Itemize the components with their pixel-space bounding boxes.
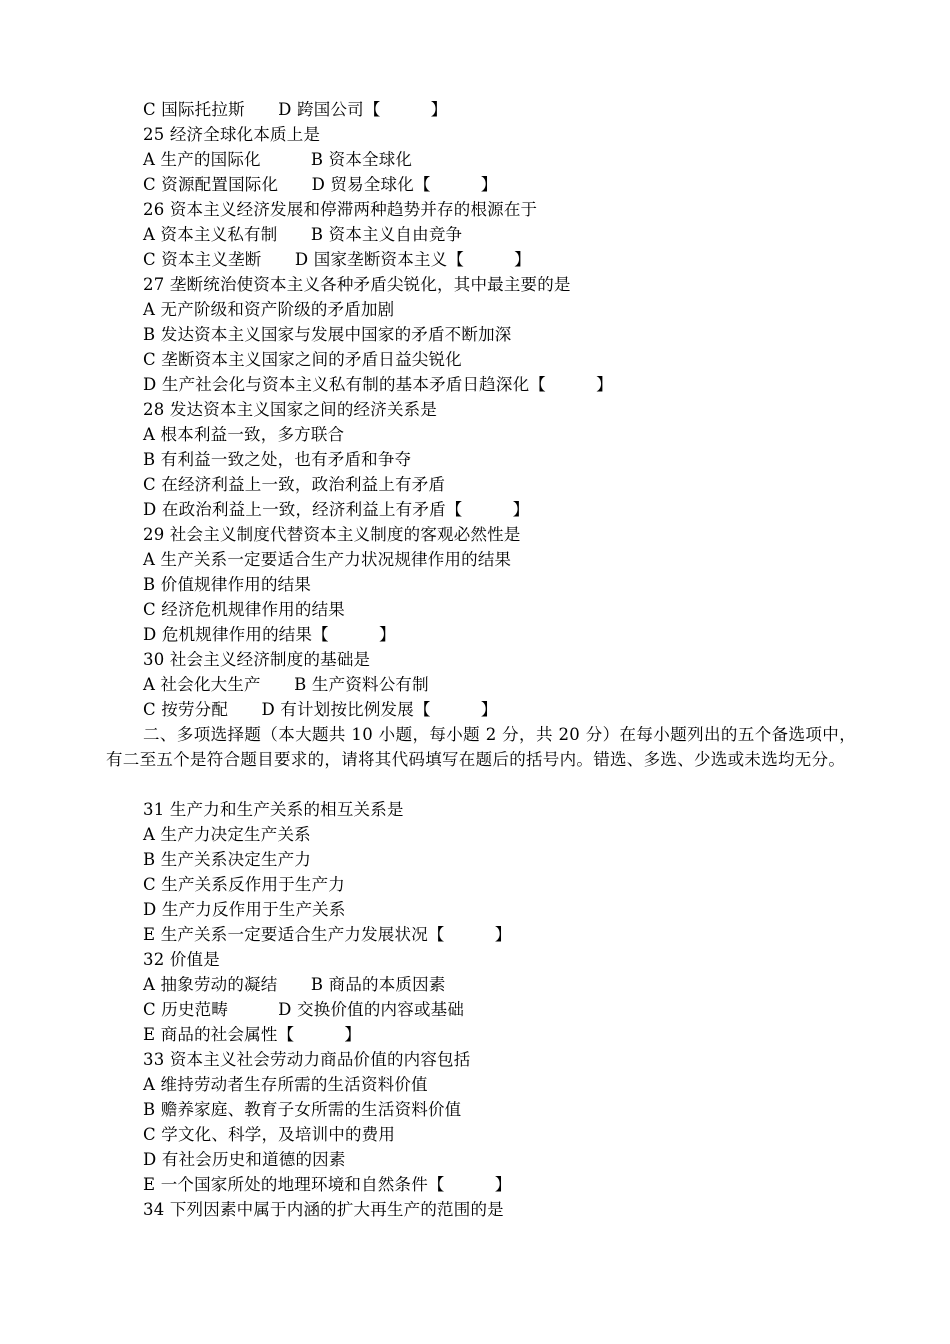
- question-line: 33 资本主义社会劳动力商品价值的内容包括: [143, 1050, 471, 1069]
- option-line: A 社会化大生产 B 生产资料公有制: [143, 675, 429, 694]
- option-line: C 资本主义垄断 D 国家垄断资本主义【 】: [143, 250, 531, 269]
- option-line: B 发达资本主义国家与发展中国家的矛盾不断加深: [143, 325, 512, 344]
- option-line: A 生产的国际化 B 资本全球化: [143, 150, 413, 169]
- option-line: A 抽象劳动的凝结 B 商品的本质因素: [143, 975, 446, 994]
- question-line: 29 社会主义制度代替资本主义制度的客观必然性是: [143, 525, 521, 544]
- option-line: C 学文化、科学，及培训中的费用: [143, 1125, 396, 1144]
- option-line: C 国际托拉斯 D 跨国公司【 】: [143, 100, 448, 119]
- option-line: D 有社会历史和道德的因素: [143, 1150, 346, 1169]
- option-line: B 生产关系决定生产力: [143, 850, 312, 869]
- question-line: 25 经济全球化本质上是: [143, 125, 321, 144]
- option-line: D 危机规律作用的结果【 】: [143, 625, 396, 644]
- option-line: C 生产关系反作用于生产力: [143, 875, 345, 894]
- option-line: C 在经济利益上一致，政治利益上有矛盾: [143, 475, 446, 494]
- question-line: 28 发达资本主义国家之间的经济关系是: [143, 400, 438, 419]
- option-line: E 一个国家所处的地理环境和自然条件【 】: [143, 1175, 512, 1194]
- option-line: A 生产关系一定要适合生产力状况规律作用的结果: [143, 550, 512, 569]
- option-line: A 生产力决定生产关系: [143, 825, 311, 844]
- option-line: A 无产阶级和资产阶级的矛盾加剧: [143, 300, 395, 319]
- option-line: C 垄断资本主义国家之间的矛盾日益尖锐化: [143, 350, 462, 369]
- option-line: D 生产力反作用于生产关系: [143, 900, 346, 919]
- option-line: E 商品的社会属性【 】: [143, 1025, 362, 1044]
- option-line: D 生产社会化与资本主义私有制的基本矛盾日趋深化【 】: [143, 375, 613, 394]
- question-line: 34 下列因素中属于内涵的扩大再生产的范围的是: [143, 1200, 504, 1219]
- option-line: B 赡养家庭、教育子女所需的生活资料价值: [143, 1100, 462, 1119]
- question-line: 26 资本主义经济发展和停滞两种趋势并存的根源在于: [143, 200, 538, 219]
- section-two-instructions: 二、多项选择题（本大题共 10 小题，每小题 2 分，共 20 分）在每小题列出的五个备选项中，有二至五个是符合题目要求的，请将其代码填写在题后的括号内。错选、多选、少选或未选均无分。: [106, 725, 856, 769]
- question-line: 31 生产力和生产关系的相互关系是: [143, 800, 404, 819]
- option-line: B 有利益一致之处，也有矛盾和争夺: [143, 450, 412, 469]
- question-line: 30 社会主义经济制度的基础是: [143, 650, 371, 669]
- question-line: 32 价值是: [143, 950, 220, 969]
- option-line: C 资源配置国际化 D 贸易全球化【 】: [143, 175, 498, 194]
- option-line: A 维持劳动者生存所需的生活资料价值: [143, 1075, 428, 1094]
- question-line: 27 垄断统治使资本主义各种矛盾尖锐化，其中最主要的是: [143, 275, 571, 294]
- option-line: E 生产关系一定要适合生产力发展状况【 】: [143, 925, 512, 944]
- option-line: C 按劳分配 D 有计划按比例发展【 】: [143, 700, 498, 719]
- option-line: C 经济危机规律作用的结果: [143, 600, 345, 619]
- option-line: B 价值规律作用的结果: [143, 575, 312, 594]
- option-line: A 资本主义私有制 B 资本主义自由竞争: [143, 225, 463, 244]
- option-line: A 根本利益一致，多方联合: [143, 425, 345, 444]
- option-line: C 历史范畴 D 交换价值的内容或基础: [143, 1000, 465, 1019]
- option-line: D 在政治利益上一致，经济利益上有矛盾【 】: [143, 500, 530, 519]
